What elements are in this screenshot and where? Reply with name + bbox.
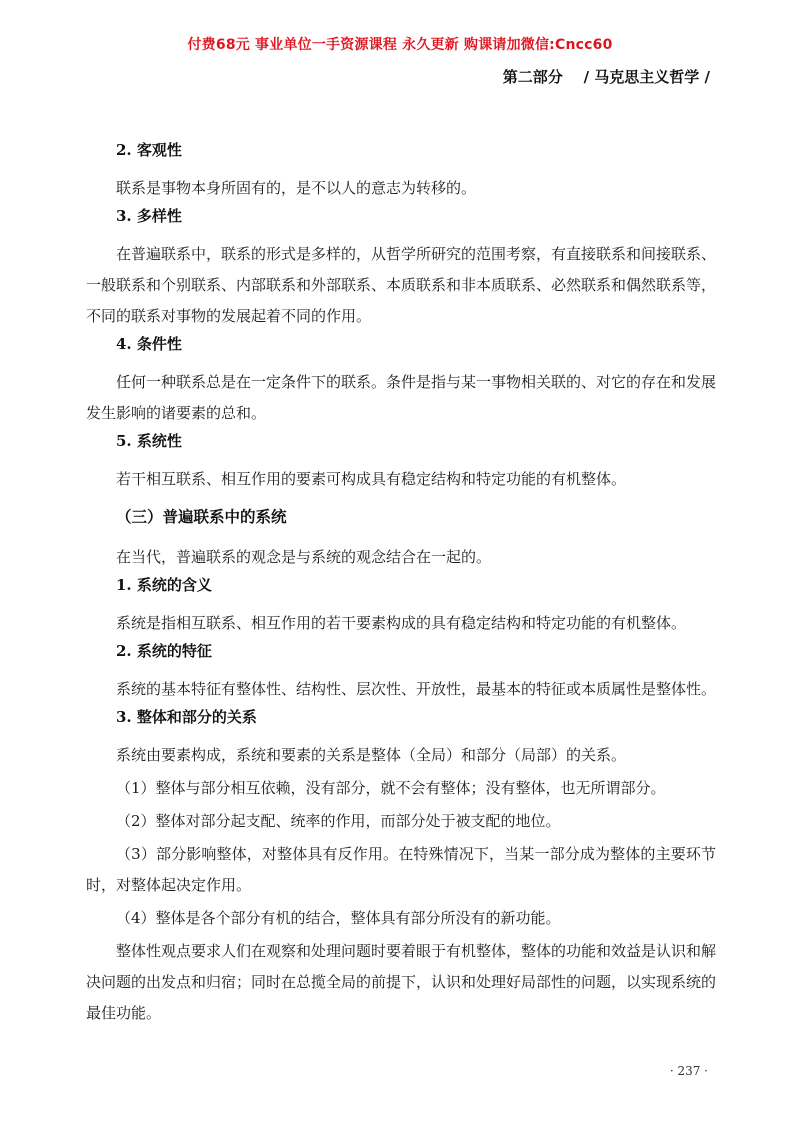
paragraph-system-meaning: 系统是指相互联系、相互作用的若干要素构成的具有稳定结构和特定功能的有机整体。: [116, 614, 687, 632]
heading-system-features: 2. 系统的特征: [116, 642, 212, 660]
heading-systematicity: 5. 系统性: [116, 432, 182, 450]
paragraph-conditionality: 任何一种联系总是在一定条件下的联系。条件是指与某一事物相关联的、对它的存在和发展发生影响的诸要素的总和。: [86, 373, 717, 422]
list-item: （2）整体对部分起支配、统率的作用，而部分处于被支配的地位。: [116, 812, 561, 830]
section-title: （三）普遍联系中的系统: [116, 507, 287, 526]
heading-system-meaning: 1. 系统的含义: [116, 576, 212, 594]
running-header: 第二部分 / 马克思主义哲学 /: [502, 68, 710, 86]
paragraph-system-features: 系统的基本特征有整体性、结构性、层次性、开放性，最基本的特征或本质属性是整体性。: [116, 680, 717, 698]
page-body: [86, 140, 716, 1031]
paragraph-conclusion: 整体性观点要求人们在观察和处理问题时要着眼于有机整体，整体的功能和效益是认识和解决问题的出发点和归宿；同时在总揽全局的前提下，认识和处理好局部性的问题，以实现系统的最佳功能。: [86, 942, 717, 1022]
heading-conditionality: 4. 条件性: [116, 335, 182, 353]
heading-objectivity: 2. 客观性: [116, 141, 182, 159]
paragraph-diversity: 在普遍联系中，联系的形式是多样的，从哲学所研究的范围考察，有直接联系和间接联系、一般联系和个别联系、内部联系和外部联系、本质联系和非本质联系、必然联系和偶然联系等，不同的联系对事物的发展起着不同的作用。: [86, 245, 717, 325]
list-item: （3）部分影响整体，对整体具有反作用。在特殊情况下，当某一部分成为整体的主要环节时，对整体起决定作用。: [86, 845, 716, 894]
watermark-banner: 付费68元 事业单位一手资源课程 永久更新 购课请加微信:Cncc60: [187, 37, 613, 53]
heading-diversity: 3. 多样性: [116, 207, 182, 225]
heading-whole-part: 3. 整体和部分的关系: [116, 708, 257, 726]
paragraph-intro: 在当代，普遍联系的观念是与系统的观念结合在一起的。: [116, 548, 492, 566]
paragraph-objectivity: 联系是事物本身所固有的，是不以人的意志为转移的。: [116, 179, 477, 197]
page-number: · 237 ·: [669, 1064, 708, 1078]
paragraph-whole-part: 系统由要素构成，系统和要素的关系是整体（全局）和部分（局部）的关系。: [116, 746, 627, 764]
list-item: （1）整体与部分相互依赖，没有部分，就不会有整体；没有整体，也无所谓部分。: [116, 779, 666, 797]
paragraph-systematicity: 若干相互联系、相互作用的要素可构成具有稳定结构和特定功能的有机整体。: [116, 470, 627, 488]
list-item: （4）整体是各个部分有机的结合，整体具有部分所没有的新功能。: [116, 909, 561, 927]
